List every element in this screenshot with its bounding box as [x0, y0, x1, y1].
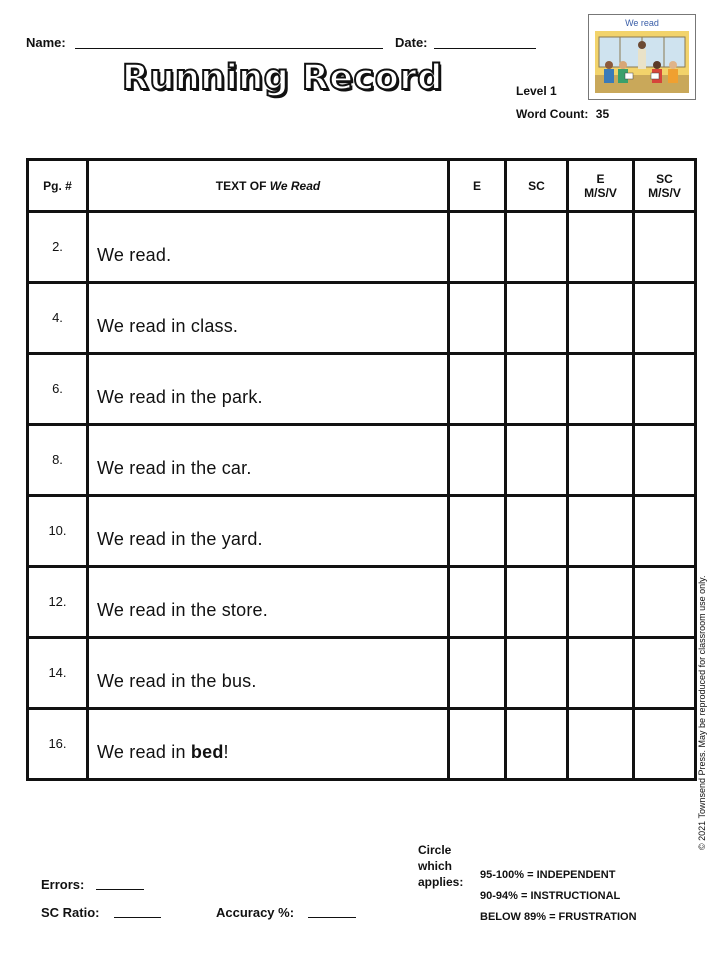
level-independent[interactable]: 95-100% = INDEPENDENT	[480, 869, 616, 881]
text-bold-word: bed	[190, 742, 224, 762]
e-cell[interactable]	[449, 425, 506, 496]
e-cell[interactable]	[449, 567, 506, 638]
text-before: We read in	[97, 742, 191, 762]
text-cell: We read in the yard.	[88, 496, 449, 567]
table-row	[28, 212, 696, 283]
col-text-prefix: TEXT OF	[215, 178, 267, 193]
page-number: 2.	[28, 212, 88, 283]
page-number: 10.	[28, 496, 88, 567]
col-sc-msv-line2: M/S/V	[648, 185, 681, 200]
sc-cell[interactable]	[506, 354, 568, 425]
page-number: 12.	[28, 567, 88, 638]
e-msv-cell[interactable]	[568, 283, 634, 354]
accuracy-levels	[480, 865, 637, 928]
e-cell[interactable]	[449, 709, 506, 780]
date-field[interactable]	[434, 48, 536, 49]
e-msv-cell[interactable]	[568, 212, 634, 283]
book-cover-illustration-icon	[595, 31, 689, 93]
page-number: 8.	[28, 425, 88, 496]
col-e-header: E	[449, 160, 506, 212]
sc-cell[interactable]	[506, 709, 568, 780]
sc-msv-cell[interactable]	[634, 567, 696, 638]
sc-msv-cell[interactable]	[634, 709, 696, 780]
running-record-table	[26, 158, 697, 781]
e-msv-cell[interactable]	[568, 354, 634, 425]
table-header-row	[28, 160, 696, 212]
text-cell: We read in the car.	[88, 425, 449, 496]
sc-msv-cell[interactable]	[634, 212, 696, 283]
page-title: Running Record	[122, 58, 443, 98]
table-row	[28, 283, 696, 354]
circle-line-2: which	[418, 859, 453, 873]
e-msv-cell[interactable]	[568, 567, 634, 638]
cover-title: We read	[625, 18, 659, 28]
col-page-header: Pg. #	[28, 160, 88, 212]
copyright-notice: © 2021 Townsend Press. May be reproduced for classroom use only.	[697, 575, 707, 850]
col-sc-header: SC	[506, 160, 568, 212]
page-number: 6.	[28, 354, 88, 425]
level-instructional[interactable]: 90-94% = INSTRUCTIONAL	[480, 890, 621, 902]
text-cell: We read in the bus.	[88, 638, 449, 709]
word-count-value: 35	[595, 107, 610, 121]
circle-instruction	[418, 842, 463, 890]
sc-msv-cell[interactable]	[634, 638, 696, 709]
text-after: !	[223, 742, 229, 762]
text-cell: We read in the store.	[88, 567, 449, 638]
accuracy-label: Accuracy %:	[216, 905, 295, 920]
errors-label: Errors:	[41, 877, 85, 892]
text-cell: We read in the park.	[88, 354, 449, 425]
col-sc-msv-header	[634, 160, 696, 212]
sc-cell[interactable]	[506, 638, 568, 709]
page-number: 4.	[28, 283, 88, 354]
book-cover	[588, 14, 696, 100]
level-frustration[interactable]: BELOW 89% = FRUSTRATION	[480, 911, 637, 923]
text-cell: We read in class.	[88, 283, 449, 354]
col-e-msv-line1: E	[596, 171, 605, 186]
sc-cell[interactable]	[506, 425, 568, 496]
e-cell[interactable]	[449, 496, 506, 567]
sc-cell[interactable]	[506, 567, 568, 638]
col-e-msv-line2: M/S/V	[584, 185, 617, 200]
e-cell[interactable]	[449, 212, 506, 283]
word-count-label: Word Count:	[516, 107, 589, 121]
e-cell[interactable]	[449, 354, 506, 425]
table-row	[28, 567, 696, 638]
e-msv-cell[interactable]	[568, 709, 634, 780]
table-row	[28, 496, 696, 567]
circle-line-3: applies:	[418, 875, 464, 889]
table-row	[28, 638, 696, 709]
e-msv-cell[interactable]	[568, 638, 634, 709]
col-sc-msv-line1: SC	[656, 171, 673, 186]
sc-cell[interactable]	[506, 283, 568, 354]
sc-ratio-field[interactable]	[114, 917, 161, 918]
accuracy-field[interactable]	[308, 917, 356, 918]
sc-cell[interactable]	[506, 496, 568, 567]
e-msv-cell[interactable]	[568, 496, 634, 567]
errors-field[interactable]	[96, 889, 144, 890]
sc-cell[interactable]	[506, 212, 568, 283]
word-count	[516, 107, 609, 121]
text-cell: We read.	[88, 212, 449, 283]
page-number: 16.	[28, 709, 88, 780]
page-number: 14.	[28, 638, 88, 709]
circle-line-1: Circle	[418, 843, 452, 857]
e-msv-cell[interactable]	[568, 425, 634, 496]
sc-msv-cell[interactable]	[634, 354, 696, 425]
col-e-msv-header	[568, 160, 634, 212]
sc-msv-cell[interactable]	[634, 496, 696, 567]
e-cell[interactable]	[449, 283, 506, 354]
sc-ratio-label: SC Ratio:	[41, 905, 100, 920]
col-text-header	[88, 160, 449, 212]
table-row	[28, 709, 696, 780]
sc-msv-cell[interactable]	[634, 425, 696, 496]
col-text-book: We Read	[269, 178, 321, 193]
name-label: Name:	[26, 35, 66, 50]
sc-msv-cell[interactable]	[634, 283, 696, 354]
date-label: Date:	[395, 35, 428, 50]
level-label: Level 1	[516, 84, 557, 98]
text-cell	[88, 709, 449, 780]
table-row	[28, 425, 696, 496]
table-row	[28, 354, 696, 425]
e-cell[interactable]	[449, 638, 506, 709]
name-field[interactable]	[75, 48, 383, 49]
